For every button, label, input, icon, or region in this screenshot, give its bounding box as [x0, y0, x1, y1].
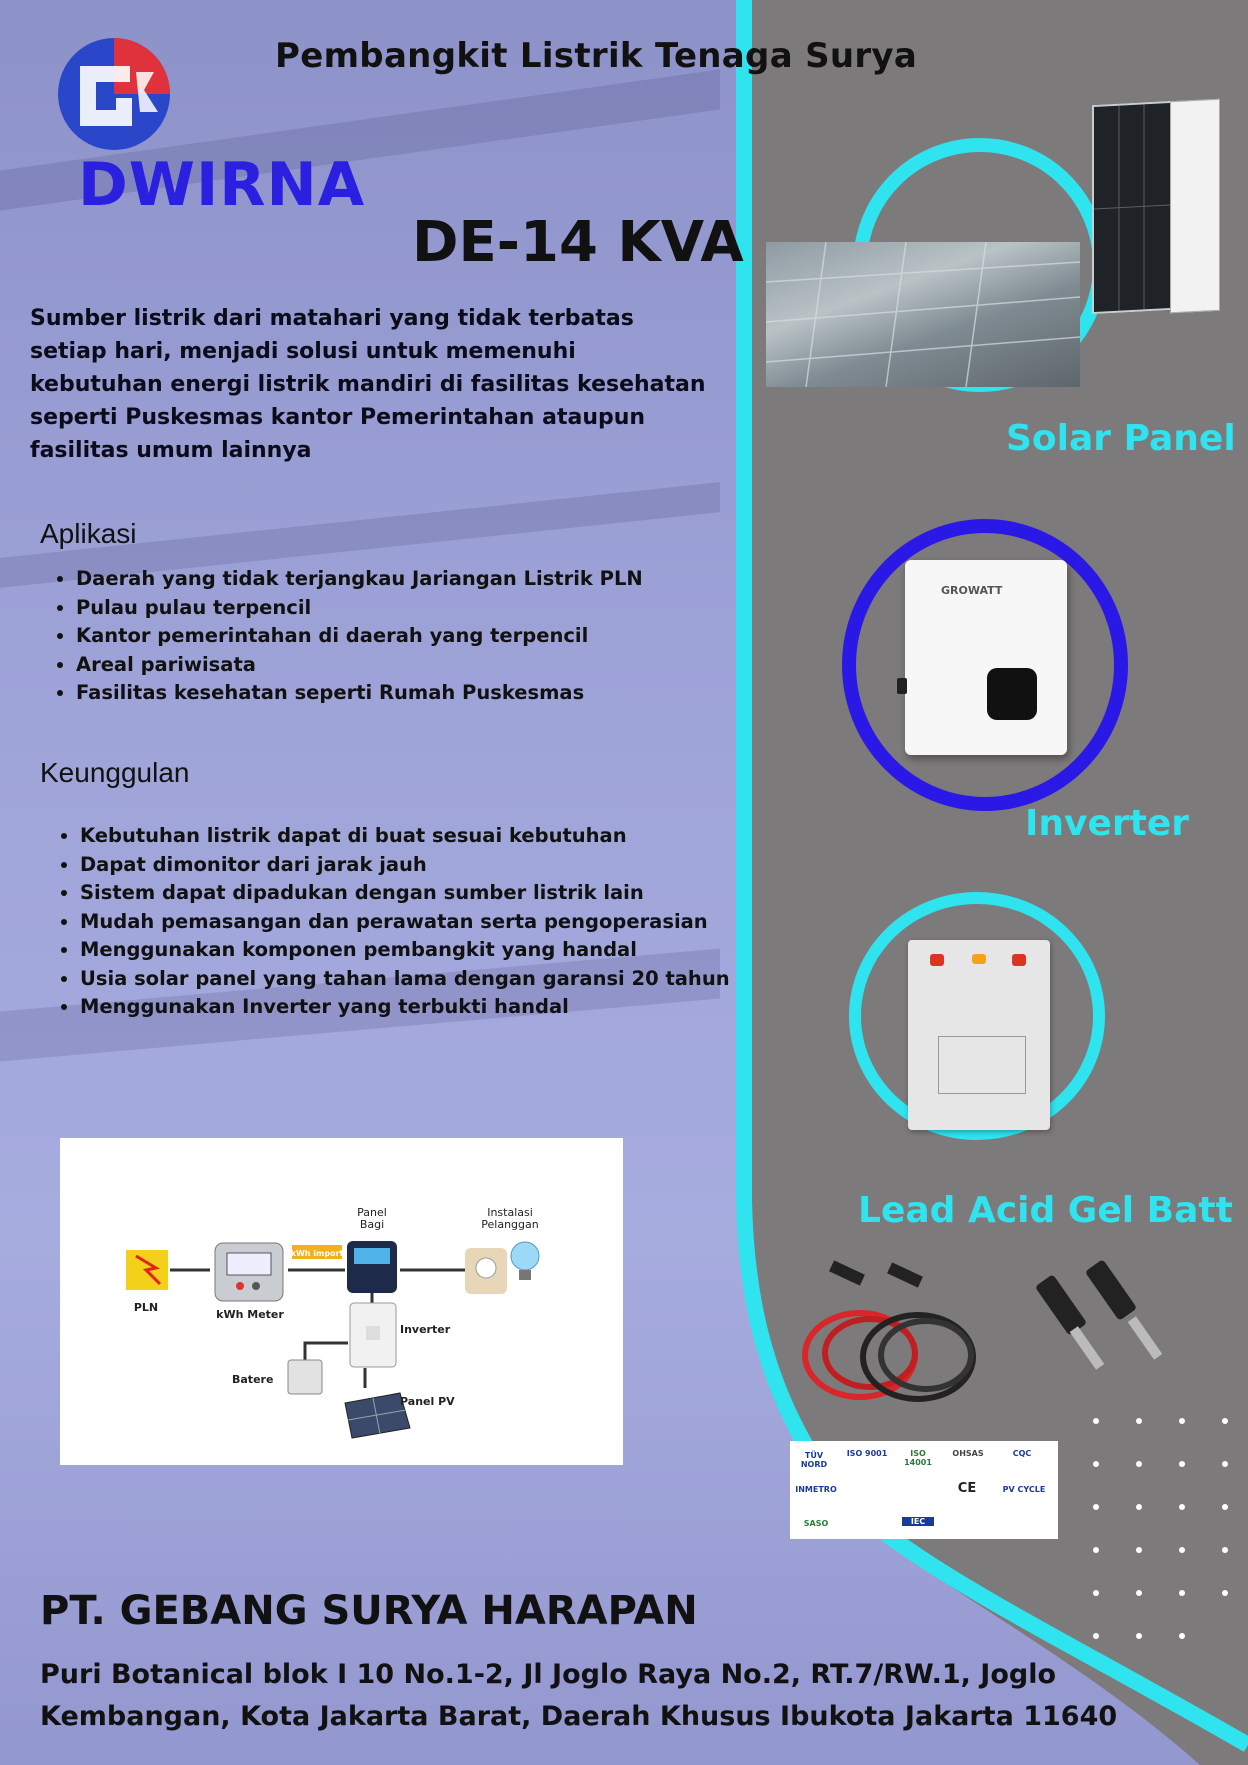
solar-panel-label: Solar Panel	[1006, 418, 1236, 459]
list-item: • Pulau pulau terpencil	[76, 594, 643, 623]
list-item: • Fasilitas kesehatan seperti Rumah Puskesmas	[76, 679, 643, 708]
saso-logo: SASO	[803, 1519, 829, 1528]
solar-array-photo	[766, 242, 1080, 387]
cables-connectors-photo	[800, 1255, 1220, 1430]
kwh-meter-icon	[215, 1243, 283, 1301]
diagram-label-inverter: Inverter	[400, 1323, 451, 1336]
list-item: • Sistem dapat dipadukan dengan sumber listrik lain	[80, 879, 730, 908]
pv-cycle-logo: PV CYCLE	[1002, 1485, 1046, 1494]
battery-terminal-icon	[1012, 954, 1026, 966]
list-item: • Daerah yang tidak terjangkau Jariangan Listrik PLN	[76, 565, 643, 594]
tuv-nord-logo: TÜV NORD	[800, 1451, 828, 1469]
list-item: • Dapat dimonitor dari jarak jauh	[80, 851, 730, 880]
diagram-label-panel-pv: Panel PV	[400, 1395, 455, 1408]
keunggulan-list	[44, 822, 730, 1022]
address-line-1: Puri Botanical blok I 10 No.1-2, Jl Joglo Raya No.2, RT.7/RW.1, Joglo	[40, 1659, 1057, 1690]
diagram-label-instalasi: Instalasi	[487, 1206, 533, 1219]
ohsas-logo: OHSAS	[952, 1449, 984, 1458]
certification-logos	[790, 1441, 1058, 1539]
brand-name: DWIRNA	[78, 150, 366, 220]
diagram-label-panel-bagi: Panel	[357, 1206, 387, 1219]
iec-logo: IEC	[902, 1517, 934, 1526]
inverter-photo	[905, 560, 1067, 755]
battery-icon	[288, 1360, 322, 1394]
cqc-logo: CQC	[1012, 1449, 1032, 1458]
system-diagram	[60, 1138, 623, 1465]
diagram-label-kwh-import: kWh import	[290, 1249, 344, 1258]
list-item: • Menggunakan komponen pembangkit yang handal	[80, 936, 730, 965]
list-item: • Menggunakan Inverter yang terbukti handal	[80, 993, 730, 1022]
keunggulan-heading: Keunggulan	[40, 757, 190, 788]
diagram-label-kwh-meter: kWh Meter	[216, 1308, 284, 1321]
company-address	[40, 1654, 1117, 1738]
list-item: • Kantor pemerintahan di daerah yang terpencil	[76, 622, 643, 651]
inverter-brand: GROWATT	[941, 584, 1003, 597]
inverter-switch-icon	[897, 678, 907, 694]
intro-text: Sumber listrik dari matahari yang tidak terbatas setiap hari, menjadi solusi untuk memenuhi kebutuhan energi listrik mandiri di fasilitas kesehatan seperti Puskesmas kantor Pemerintahan ataupun fasilitas umum lainnya	[30, 306, 706, 463]
diagram-label-batere: Batere	[232, 1373, 274, 1386]
inverter-display-icon	[987, 668, 1037, 720]
battery-label: Lead Acid Gel Batt	[858, 1190, 1233, 1231]
aplikasi-heading: Aplikasi	[40, 518, 137, 549]
model-name: DE-14 KVA	[412, 210, 744, 275]
aplikasi-list	[40, 565, 643, 708]
list-item: • Areal pariwisata	[76, 651, 643, 680]
company-logo	[52, 32, 182, 160]
inmetro-logo: INMETRO	[795, 1485, 837, 1494]
company-name: PT. GEBANG SURYA HARAPAN	[40, 1588, 698, 1634]
socket-bulb-icon	[465, 1242, 539, 1294]
battery-vent-icon	[972, 954, 986, 964]
iso-9001-logo: ISO 9001	[846, 1449, 888, 1458]
battery-terminal-icon	[930, 954, 944, 966]
address-line-2: Kembangan, Kota Jakarta Barat, Daerah Khusus Ibukota Jakarta 11640	[40, 1701, 1118, 1732]
inverter-label: Inverter	[1025, 803, 1190, 844]
iso-14001-logo: ISO 14001	[904, 1449, 932, 1467]
ce-logo: CE	[957, 1481, 977, 1496]
panel-bagi-icon	[347, 1241, 397, 1293]
list-item: • Usia solar panel yang tahan lama dengan garansi 20 tahun	[80, 965, 730, 994]
list-item: • Kebutuhan listrik dapat di buat sesuai kebutuhan	[80, 822, 730, 851]
pln-icon	[126, 1250, 168, 1290]
battery-photo	[908, 940, 1050, 1130]
diagram-label-instalasi-2: Pelanggan	[481, 1218, 539, 1231]
solar-module-back	[1170, 99, 1220, 314]
page-title: Pembangkit Listrik Tenaga Surya	[275, 36, 918, 76]
diagram-label-panel-bagi-2: Bagi	[359, 1218, 385, 1231]
diagram-label-pln: PLN	[133, 1301, 159, 1314]
inverter-icon	[350, 1303, 396, 1367]
list-item: • Mudah pemasangan dan perawatan serta pengoperasian	[80, 908, 730, 937]
battery-spec-label	[938, 1036, 1026, 1094]
solar-module-photo	[1092, 101, 1172, 314]
